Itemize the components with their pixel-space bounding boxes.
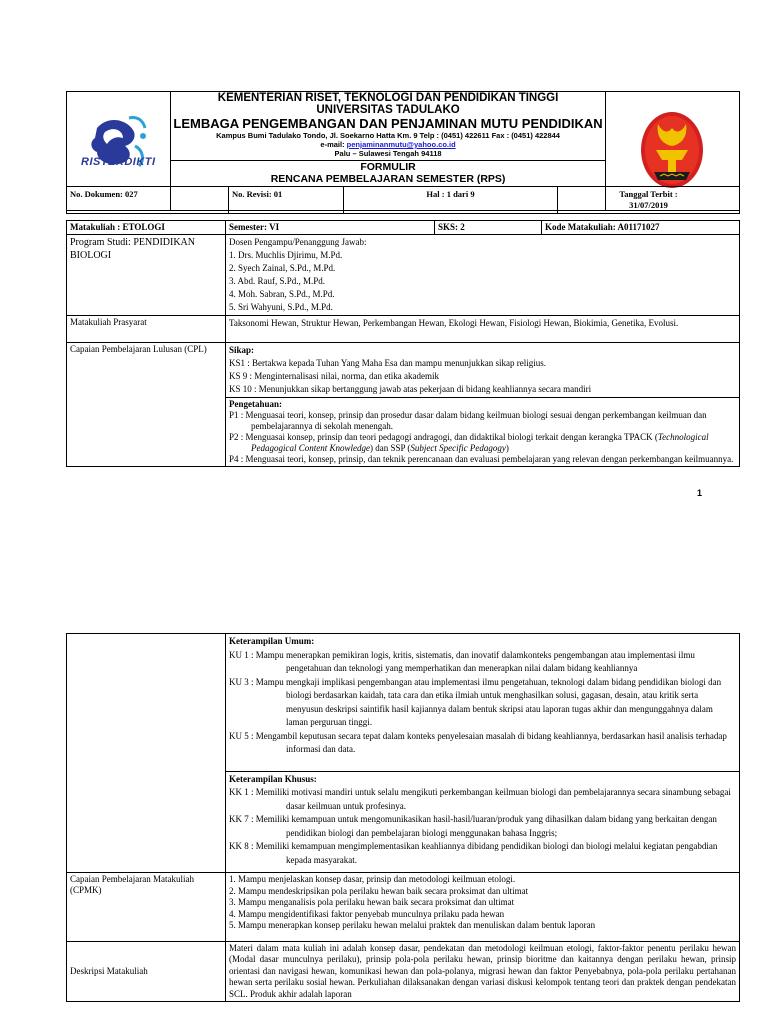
rps-table-page1	[66, 220, 740, 467]
page-number: 1	[697, 488, 703, 498]
kk-title: Keterampilan Khusus:	[229, 773, 317, 784]
doc-number: No. Dokumen: 027	[67, 187, 229, 214]
lecturer-label: Dosen Pengampu/Penanggung Jawab:	[229, 237, 367, 247]
kk-item: KK 1 : Memiliki motivasi mandiri untuk selalu mengikuti perkembangan keilmuan biologi dan pembelajarannya secara sinambung sebagai dasar keilmuan untuk profesinya.	[229, 787, 731, 811]
kk-cell	[226, 771, 740, 873]
prereq-label: Matakuliah Prasyarat	[67, 316, 226, 343]
kk-item: KK 7 : Memiliki kemampuan untuk mengomunikasikan hasil-hasil/luaran/produk yang dihasilkan dalam bidang yang berkaitan dengan pendidikan biologi dan pembelajaran biologi menggunakan bahasa Inggris;	[229, 814, 717, 838]
issue-date: 31/07/2019	[629, 200, 668, 210]
lecturer-item: 2. Syech Zainal, S.Pd., M.Pd.	[229, 263, 336, 273]
form-label: FORMULIR	[360, 161, 416, 173]
program-label: Program Studi: PENDIDIKAN BIOLOGI	[67, 235, 226, 316]
ku-title: Keterampilan Umum:	[229, 636, 315, 646]
university-title: UNIVERSITAS TADULAKO	[316, 104, 460, 116]
ku-item: KU 3 : Mampu mengkaji implikasi pengembangan atau implementasi ilmu pengetahuan, teknologi dalam bidang pendidikan biologi dan biologi berdasarkan kaidah, tata cara dan etika ilmiah untuk menghasilkan solusi, gagasan, desain, atau kritik serta menyusun deskripsi saintifik hasil kajiannya dalam bentuk skripsi atau laporan tugas akhir dan mengunggahnya dalam laman perguruan tinggi.	[229, 676, 722, 727]
course-name: Matakuliah : ETOLOGI	[67, 221, 226, 235]
p1-item: P1 : Menguasai teori, konsep, prinsip dan prosedur dasar dalam bidang keilmuan biologi sesuai dengan perkembangan keilmuan dan pembelajarannya di sekolah menengah.	[229, 410, 707, 431]
ku-cell	[226, 634, 740, 772]
lecturer-item: 3. Abd. Rauf, S.Pd., M.Pd.	[229, 276, 326, 286]
cpmk-item: 1. Mampu menjelaskan konsep dasar, prinsip dan metodologi keilmuan etologi.	[229, 874, 516, 884]
lecturer-item: 4. Moh. Sabran, S.Pd., M.Pd.	[229, 289, 335, 299]
lecturers-cell	[226, 235, 740, 316]
untad-emblem-icon	[606, 102, 739, 198]
course-sks: SKS: 2	[435, 221, 542, 235]
prereq-value: Taksonomi Hewan, Struktur Hewan, Perkembangan Hewan, Ekologi Hewan, Fisiologi Hewan, Biokimia, Genetika, Evolusi.	[226, 316, 740, 343]
cpl-pengetahuan-cell	[226, 398, 740, 467]
p4-item: P4 : Menguasai teori, konsep, prinsip, dan teknik perencanaan dan evaluasi pembelajaran yang relevan dengan perkembangan keilmuannya.	[229, 454, 734, 464]
cpmk-cell	[226, 873, 740, 942]
ministry-title: KEMENTERIAN RISET, TEKNOLOGI DAN PENDIDIKAN TINGGI	[217, 92, 559, 104]
address-line: Kampus Bumi Tadulako Tondo, Jl. Soekarno Hatta Km. 9 Telp : (0451) 422611 Fax : (0451) 422844	[216, 131, 560, 140]
ku-item: KU 5 : Mengambil keputusan secara tepat dalam konteks penyelesaian masalah di bidang keahliannya, berdasarkan hasil analisis terhadap informasi dan data.	[229, 730, 727, 754]
sikap-item: KS 10 : Menunjukkan sikap bertanggung jawab atas pekerjaan di bidang keahliannya secara mandiri	[229, 384, 592, 394]
sikap-title: Sikap:	[229, 345, 255, 355]
deskripsi-text: Materi dalam mata kuliah ini adalah konsep dasar, pendekatan dan metodologi keilmuan etologi, faktor-faktor penentu perilaku hewan (Modal dasar munculnya perilaku), prinsip pola-pola perilaku hewan, prinsip bioritme dan kaitannya dengan perilaku hewan, prinsip orientasi dan navigasi hewan, komunikasi hewan dan pola-polanya, migrasi hewan dan faktor Penyebabnya, pola-pola perilaku pertahanan hewan serta perilaku sosial hewan. Perkuliahan dilaksanakan dengan variasi diskusi kelompok tentang teori dan praktek dengan pendekatan SCL. Produk akhir adalah laporan	[226, 941, 740, 1002]
empty-label-cell	[67, 634, 226, 873]
page-info: Hal : 1 dari 9	[344, 187, 558, 214]
cpl-label: Capaian Pembelajaran Lulusan (CPL)	[67, 343, 226, 467]
p2-item: P2 : Menguasai konsep, prinsip dan teori pedagogi andragogi, dan didaktikal biologi terkait dengan kerangka TPACK (Technological Pedagogical Content Knowledge) dan SSP (Subject Specific Pedagogy)	[229, 432, 709, 453]
deskripsi-label: Deskripsi Matakuliah	[67, 941, 226, 1002]
issue-date-cell: Tanggal Terbit : 31/07/2019	[558, 187, 740, 214]
course-semester: Semester: VI	[226, 221, 435, 235]
course-code: Kode Matakuliah: A01171027	[542, 221, 740, 235]
ku-item: KU 1 : Mampu menerapkan pemikiran logis, kritis, sistematis, dan inovatif dalamkonteks pengembangan atau implementasi ilmu pengetahuan dan teknologi yang memperhatikan dan menerapkan nilai dalam bidang keahliannya	[229, 649, 695, 673]
institute-title: LEMBAGA PENGEMBANGAN DAN PENJAMINAN MUTU PENDIDIKAN	[173, 116, 603, 131]
kk-item: KK 8 : Memiliki kemampuan mengimplementasikan keahliannya dibidang pendidikan biologi dan biologi melalui kegiatan pengabdian kepada masyarakat.	[229, 841, 718, 865]
cpmk-item: 4. Mampu mengidentifikasi faktor penyebab munculnya prilaku pada hewan	[229, 908, 505, 919]
lecturer-item: 1. Drs. Muchlis Djirimu, M.Pd.	[229, 250, 343, 260]
pengetahuan-title: Pengetahuan:	[229, 399, 283, 409]
cpmk-item: 2. Mampu mendeskripsikan pola perilaku hewan baik secara proksimat dan ultimat	[229, 885, 529, 896]
email-link[interactable]: penjaminanmutu@yahoo.co.id	[346, 140, 456, 149]
city-line: Palu – Sulawesi Tengah 94118	[334, 149, 442, 158]
cpmk-item: 5. Mampu menerapkan konsep perilaku hewan melalui praktek dan menuliskan dalam bentuk laporan	[229, 920, 596, 930]
lecturer-item: 5. Sri Wahyuni, S.Pd., M.Pd.	[229, 302, 333, 312]
revision-number: No. Revisi: 01	[229, 187, 344, 214]
document-meta	[66, 186, 740, 214]
sikap-item: KS1 : Bertakwa kepada Tuhan Yang Maha Esa dan mampu menunjukkan sikap religius.	[229, 358, 546, 368]
form-title: RENCANA PEMBELAJARAN SEMESTER (RPS)	[270, 173, 506, 185]
cpl-sikap-cell	[226, 343, 740, 398]
rps-table-page2	[66, 633, 740, 1002]
email-line: e-mail: penjaminanmutu@yahoo.co.id	[320, 140, 456, 149]
ristekdikti-logo-text: RISTEKDIKTI	[81, 156, 156, 168]
cpmk-item: 3. Mampu menganalisis pola perilaku hewan baik secara proksimat dan ultimat	[229, 897, 515, 907]
cpmk-label: Capaian Pembelajaran Matakuliah (CPMK)	[67, 873, 226, 942]
sikap-item: KS 9 : Menginternalisasi nilai, norma, dan etika akademik	[229, 371, 439, 381]
